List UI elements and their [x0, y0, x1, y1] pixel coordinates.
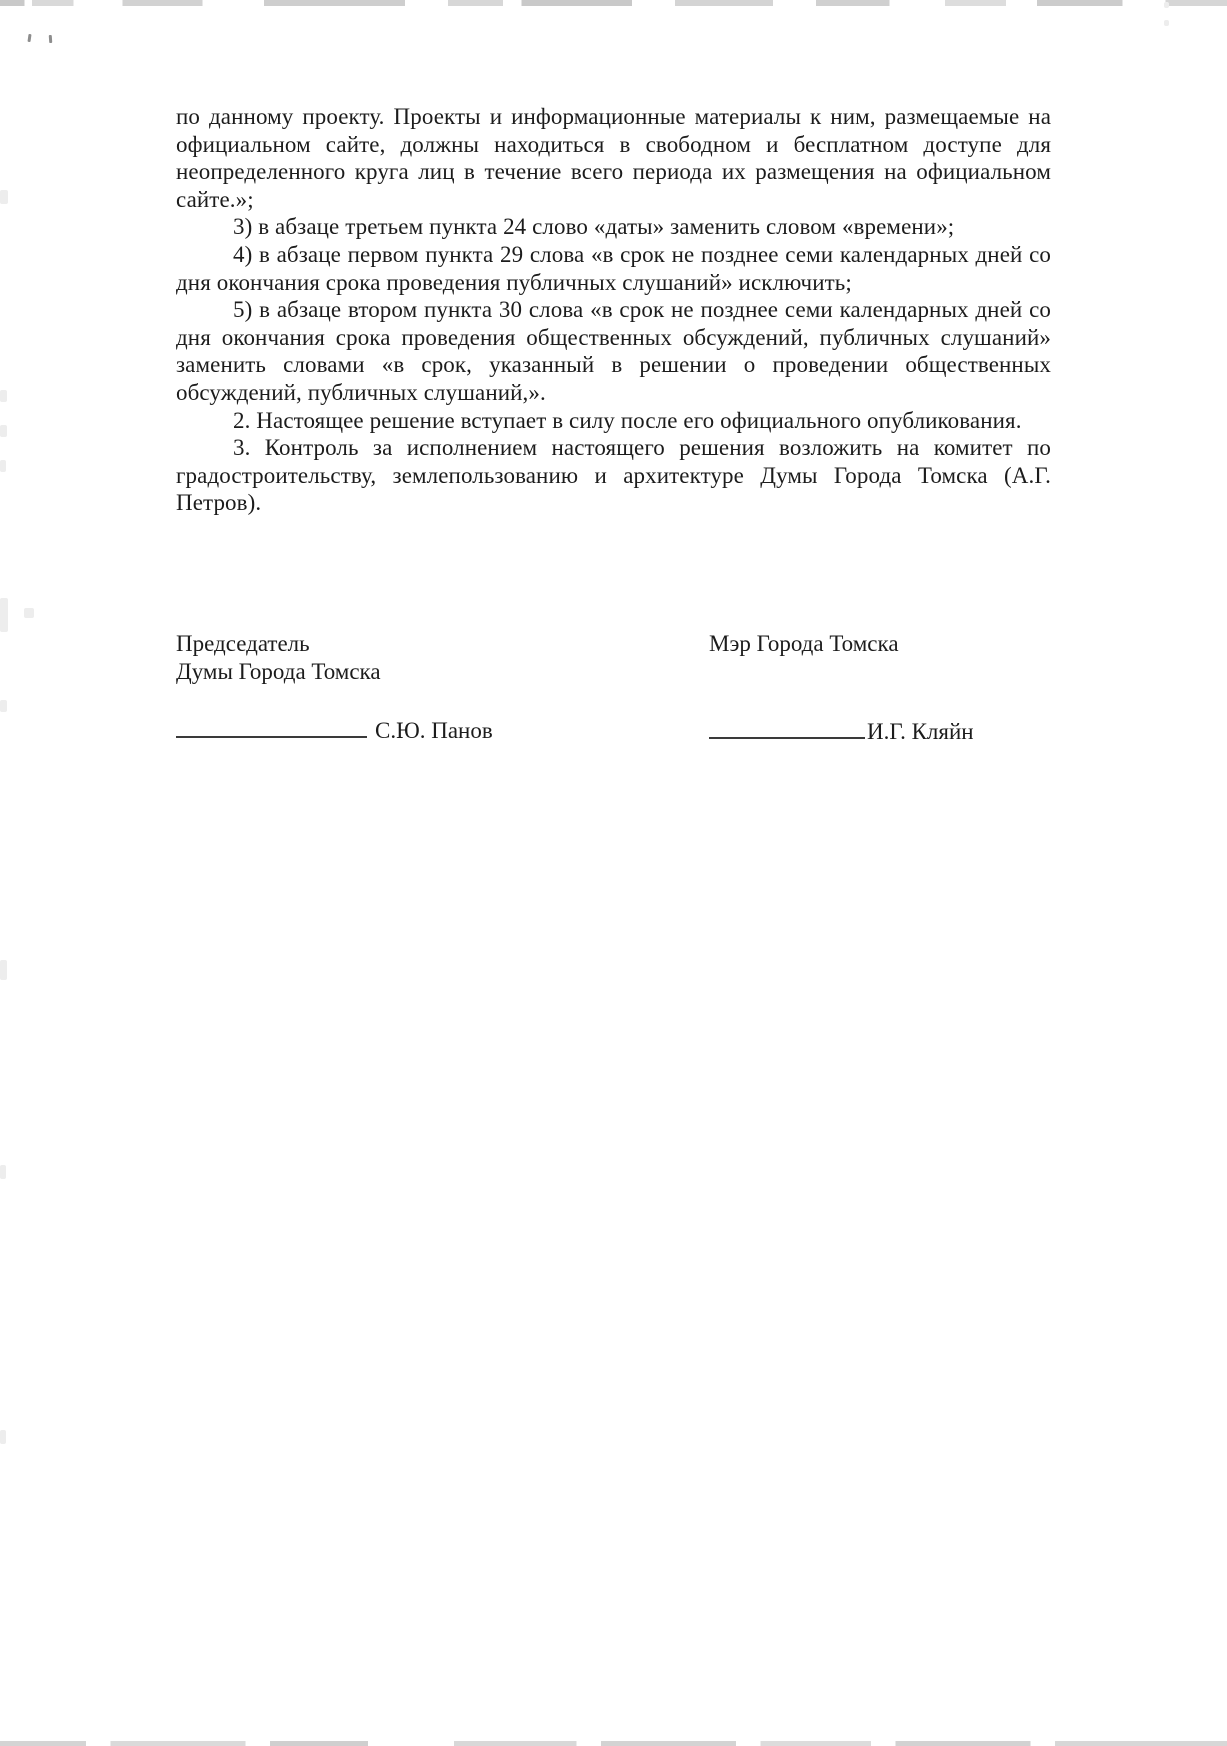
signature-row	[709, 713, 974, 746]
signature-title-line: Председатель	[176, 630, 310, 656]
scan-edge-mark	[0, 700, 7, 712]
scan-edge-mark	[1164, 20, 1169, 26]
scan-edge-mark	[0, 460, 6, 472]
scan-edge-mark	[0, 960, 7, 980]
signature-row	[176, 712, 493, 745]
scan-edge-mark	[1164, 2, 1169, 8]
signature-name: С.Ю. Панов	[375, 718, 493, 744]
document-body	[176, 103, 1051, 750]
scan-artifact-top-strip	[0, 0, 1227, 9]
scan-edge-mark	[0, 425, 7, 437]
signature-title-line: Думы Города Томска	[176, 658, 381, 684]
scan-edge-mark	[0, 390, 7, 402]
signature-name: И.Г. Кляйн	[867, 718, 974, 744]
scan-edge-mark	[24, 608, 34, 618]
paragraph-point-2: 2. Настоящее решение вступает в силу после его официального опубликования.	[233, 407, 1022, 433]
scan-artifact-bottom-strip	[0, 1738, 1227, 1746]
paragraph-continuation: по данному проекту. Проекты и информационные материалы к ним, размещаемые на официальном сайте, должны находиться в свободном и бесплатном доступе для неопределенного круга лиц в течение всего периода их размещения на официальном сайте.»;	[176, 104, 1051, 212]
scan-edge-mark	[0, 1430, 6, 1444]
paragraph-item-3: 3) в абзаце третьем пункта 24 слово «даты» заменить словом «времени»;	[233, 214, 955, 240]
signature-section	[176, 630, 1051, 750]
scan-speck	[27, 34, 31, 42]
scan-edge-mark	[0, 1165, 6, 1179]
paragraph-point-3: 3. Контроль за исполнением настоящего решения возложить на комитет по градостроительству, землепользованию и архитектуре Думы Города Томска (А.Г. Петров).	[176, 435, 1051, 516]
signature-line	[176, 712, 367, 738]
scan-edge-mark	[0, 190, 8, 204]
signature-block-chairman	[176, 630, 493, 745]
signature-title-line: Мэр Города Томска	[709, 630, 899, 656]
paragraph-item-5: 5) в абзаце втором пункта 30 слова «в срок не позднее семи календарных дней со дня окончания срока проведения общественных обсуждений, публичных слушаний» заменить словами «в срок, указанный в решении о проведении общественных обсуждений, публичных слушаний,».	[176, 297, 1051, 405]
signature-line	[709, 713, 865, 739]
paragraph-item-4: 4) в абзаце первом пункта 29 слова «в срок не позднее семи календарных дней со дня окончания срока проведения публичных слушаний» исключить;	[176, 241, 1051, 295]
scan-edge-mark	[0, 598, 8, 632]
signature-block-mayor	[709, 630, 974, 745]
scan-speck	[49, 35, 53, 43]
